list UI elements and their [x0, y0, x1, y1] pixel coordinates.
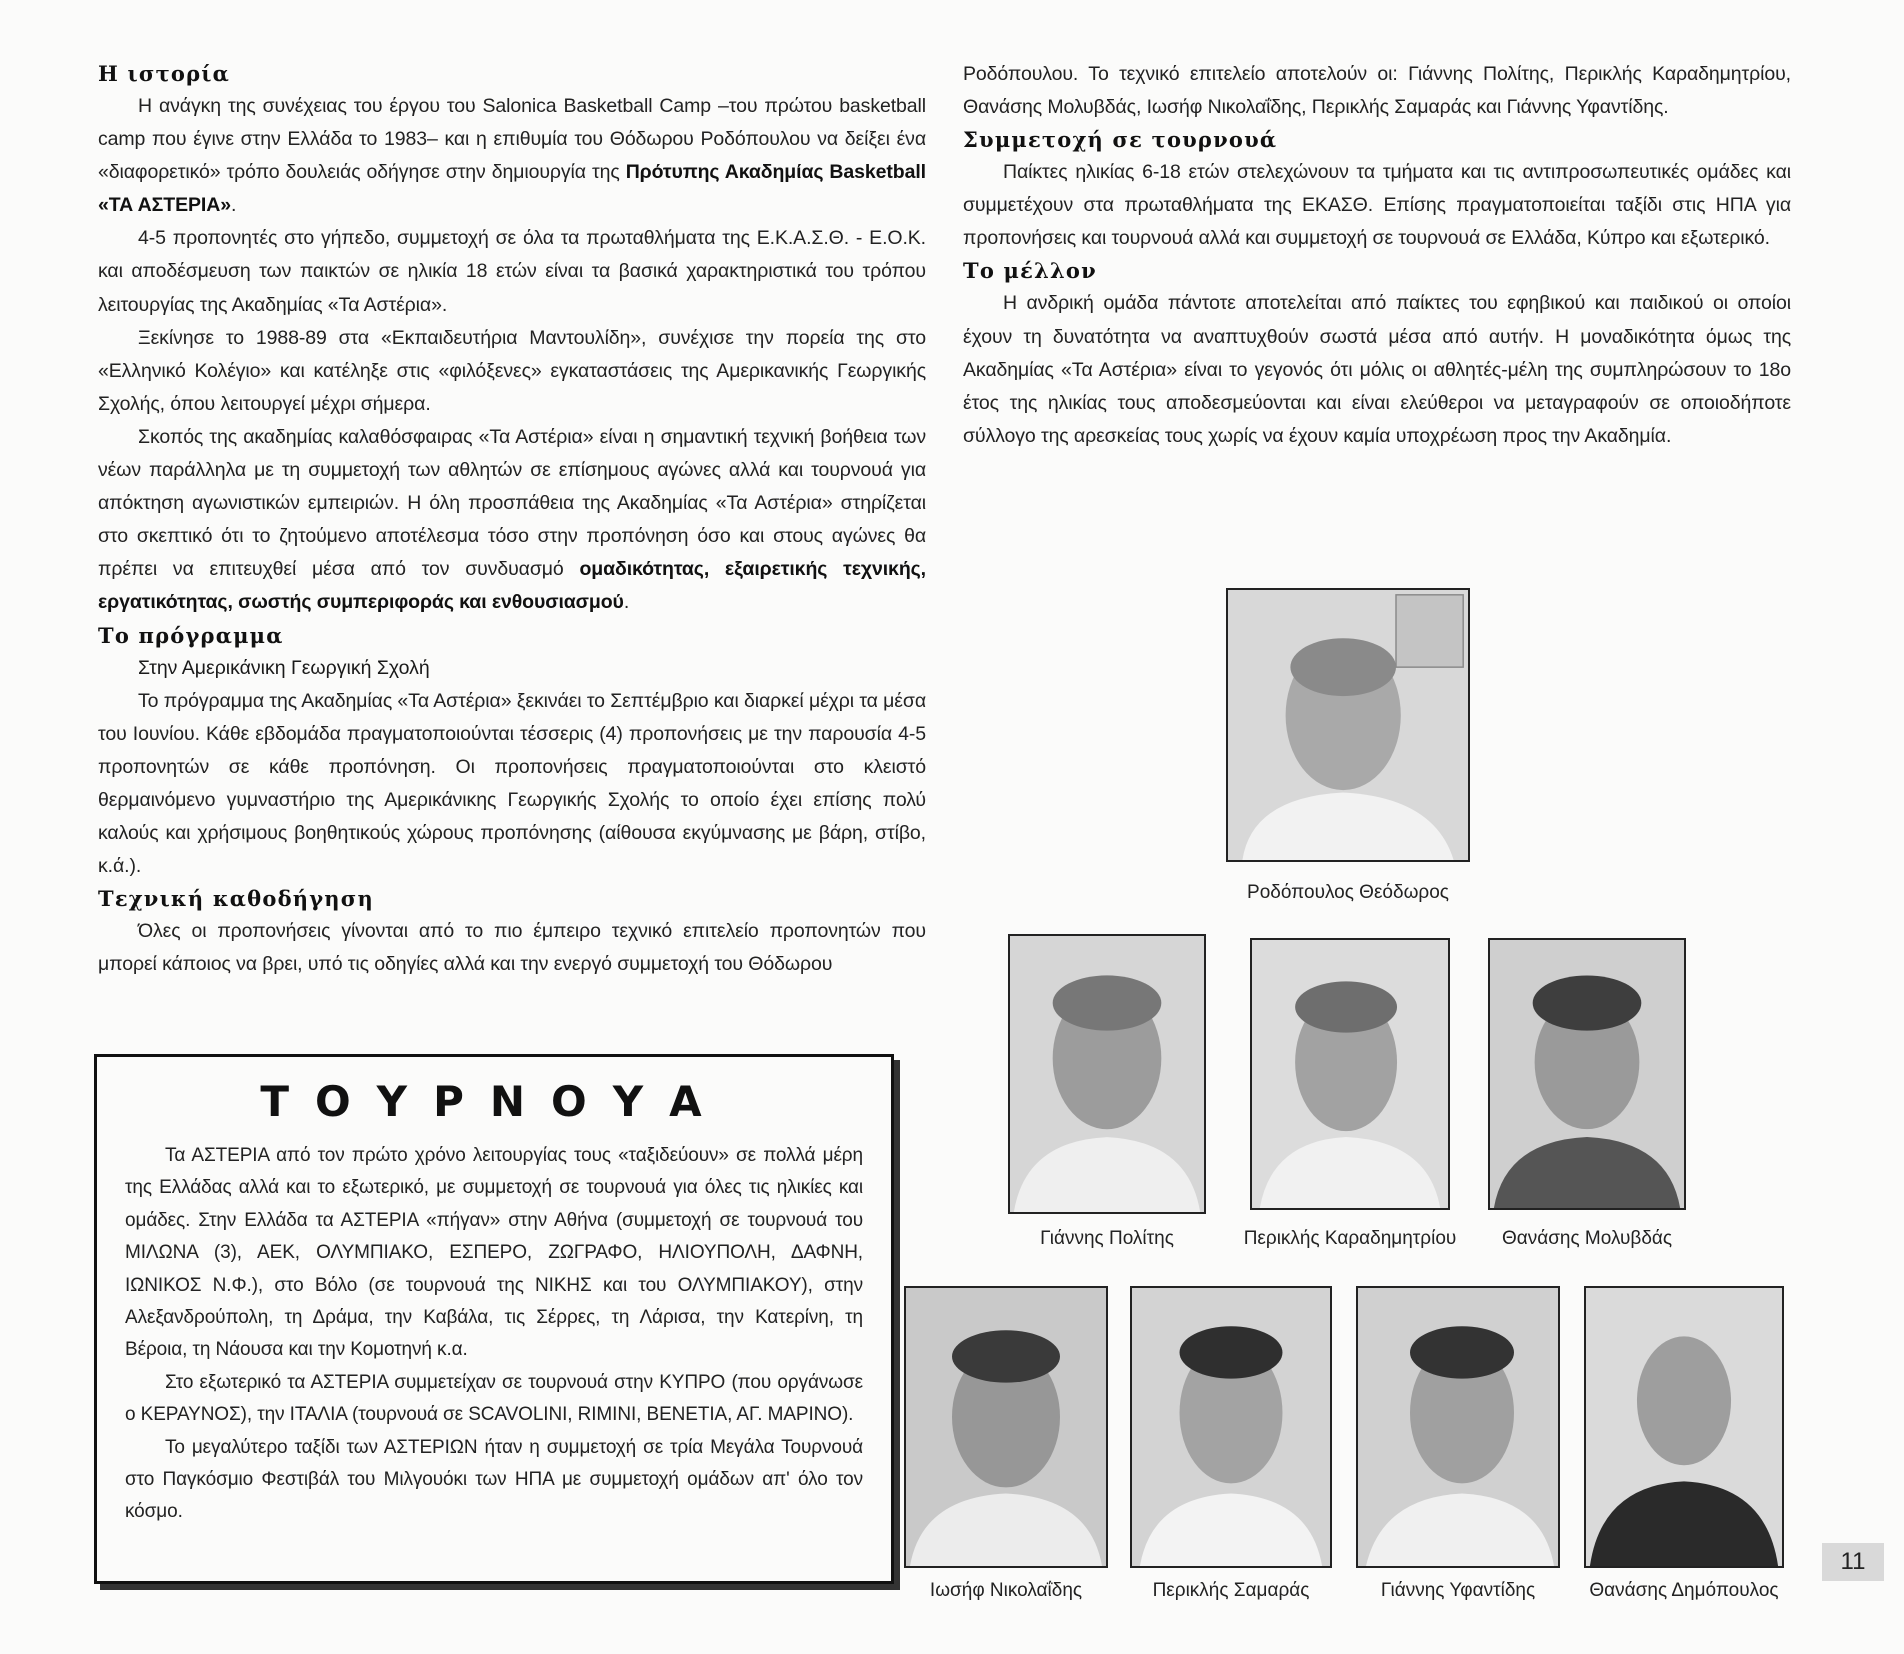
- program-paragraph: Το πρόγραμμα της Ακαδημίας «Τα Αστέρια» ξεκινάει το Σεπτέμβριο και διαρκεί μέχρι τα μέσα του Ιουνίου. Κάθε εβδομάδα πραγματοποιούνται τέσσερις (4) προπονήσεις με την παρουσία 4-5 προπονητών σε κάθε προπόνηση. Οι προπονήσεις πραγματοποιούνται στο κλειστό θερμαινόμενο γυμναστήριο της Αμερικάνικης Γεωργικής Σχολής το οποίο έχει επίσης πολύ καλούς και χρήσιμους βοηθητικούς χώρους προπόνησης (αίθουσα εκγύμνασης με βάρη, στίβο, κ.ά.).: [98, 689, 927, 877]
- coaching-paragraph: Όλες οι προπονήσεις γίνονται από το πιο έμπειρο τεχνικό επιτελείο προπονητών που μπορεί κάποιος να βρει, υπό τις οδηγίες αλλά και την ενεργό συμμετοχή του Θόδωρου: [98, 920, 926, 976]
- history-heading: Η ιστορία: [98, 61, 231, 86]
- portrait-icon: [1358, 1288, 1558, 1566]
- academy-name: Πρότυπης Ακαδημίας Basketball «ΤΑ ΑΣΤΕΡΙΑ»: [98, 161, 926, 217]
- values-bold: ομαδικότητας, εξαιρετικής τεχνικής, εργατικότητας, σωστής συμπεριφοράς και ενθουσιασμού: [98, 558, 926, 614]
- program-heading: Το πρόγραμμα: [98, 622, 284, 648]
- portrait-icon: [906, 1288, 1106, 1566]
- box-paragraph: Το μεγαλύτερο ταξίδι των ΑΣΤΕΡΙΩΝ ήταν η συμμετοχή σε τρία Μεγάλα Τουρνουά στο Παγκόσμιο Φεστιβάλ του Μιλγουόκι των ΗΠΑ με συμμετοχή ομάδων απ' όλο τον κόσμο.: [125, 1436, 863, 1523]
- history-paragraph: [98, 421, 926, 620]
- photo-politis: [1008, 934, 1206, 1214]
- portrait-icon: [1586, 1288, 1782, 1566]
- portrait-icon: [1132, 1288, 1330, 1566]
- photo-samaras: [1130, 1286, 1332, 1568]
- caption-nikolaidis: Ιωσήφ Νικολαΐδης: [929, 1580, 1083, 1601]
- tournaments-box: [94, 1054, 894, 1584]
- caption-karadimitriou: Περικλής Καραδημητρίου: [1243, 1228, 1457, 1249]
- portrait-icon: [1252, 940, 1448, 1208]
- period: .: [623, 591, 630, 614]
- photo-dimopoulos: [1584, 1286, 1784, 1568]
- photo-nikolaidis: [904, 1286, 1108, 1568]
- tournaments-heading: Συμμετοχή σε τουρνουά: [963, 127, 1278, 153]
- portrait-icon: [1228, 590, 1468, 860]
- photo-molyvdas: [1488, 938, 1686, 1210]
- coaching-continuation: Ροδόπουλου. Το τεχνικό επιτελείο αποτελούν οι: Γιάννης Πολίτης, Περικλής Καραδημητρίου, Θανάσης Μολυβδάς, Ιωσήφ Νικολαΐδης, Περικλής Σαμαράς και Γιάννης Υφαντίδης.: [963, 63, 1791, 119]
- program-subheading: Στην Αμερικάνικη Γεωργική Σχολή: [138, 656, 430, 679]
- history-text: Σκοπός της ακαδημίας καλαθόσφαιρας «Τα Αστέρια» είναι η σημαντική τεχνική βοήθεια των νέων παράλληλα με τη συμμετοχή των αθλητών σε επίσημους αγώνες αλλά και τουρνουά για απόκτηση αγωνιστικών εμπειριών. Η όλη προσπάθεια της Ακαδημίας «Τα Αστέρια» στηρίζεται στο σκεπτικό ότι το ζητούμενο αποτέλεσμα τόσο στην προπόνηση όσο και στους αγώνες θα πρέπει να επιτευχθεί μέσα από τον συνδυασμό: [98, 425, 926, 581]
- portrait-icon: [1490, 940, 1684, 1208]
- portrait-icon: [1010, 936, 1204, 1212]
- caption-dimopoulos: Θανάσης Δημόπουλος: [1589, 1580, 1779, 1601]
- photo-yfantidis: [1356, 1286, 1560, 1568]
- history-paragraph: 4-5 προπονητές στο γήπεδο, συμμετοχή σε όλα τα πρωταθλήματα της Ε.Κ.Α.Σ.Θ. - Ε.Ο.Κ. και αποδέσμευση των παικτών σε ηλικία 18 ετών είναι τα βασικά χαρακτηριστικά του τρόπου λειτουργίας της Ακαδημίας «Τα Αστέρια».: [98, 227, 926, 316]
- caption-molyvdas: Θανάσης Μολυβδάς: [1501, 1228, 1673, 1249]
- period: .: [230, 194, 237, 217]
- right-column: [963, 58, 1791, 453]
- box-paragraph: Τα ΑΣΤΕΡΙΑ από τον πρώτο χρόνο λειτουργίας τους «ταξιδεύουν» σε πολλά μέρη της Ελλάδας αλλά και το εξωτερικό, με συμμετοχή σε τουρνουά για όλες τις ηλικίες και ομάδες. Στην Ελλάδα τα ΑΣΤΕΡΙΑ «πήγαν» στην Αθήνα (συμμετοχή σε τουρνουά του ΜΙΛΩΝΑ (3), ΑΕΚ, ΟΛΥΜΠΙΑΚΟ, ΕΣΠΕΡΟ, ΖΩΓΡΑΦΟ, ΗΛΙΟΥΠΟΛΗ, ΔΑΦΝΗ, ΙΩΝΙΚΟΣ Ν.Φ.), στο Βόλο (σε τουρνουά της ΝΙΚΗΣ και του ΟΛΥΜΠΙΑΚΟΥ), στην Αλεξανδρούπολη, τη Δράμα, την Καβάλα, τις Σέρρες, τη Λάρισα, την Κατερίνη, τη Βέροια, τη Νάουσα και την Κομοτηνή κ.α.: [125, 1145, 863, 1361]
- page-number: 11: [1822, 1543, 1884, 1581]
- box-title: ΤΟΥΡΝΟΥΑ: [260, 1077, 728, 1126]
- future-heading: Το μέλλον: [963, 258, 1097, 284]
- box-paragraph: Στο εξωτερικό τα ΑΣΤΕΡΙΑ συμμετείχαν σε τουρνουά στην ΚΥΠΡΟ (που οργάνωσε ο ΚΕΡΑΥΝΟΣ), την ΙΤΑΛΙΑ (τουρνουά σε SCAVOLINI, RIMINI, ΒΕΝΕΤΙΑ, ΑΓ. ΜΑΡΙΝΟ).: [125, 1371, 863, 1426]
- caption-yfantidis: Γιάννης Υφαντίδης: [1380, 1580, 1536, 1601]
- caption-politis: Γιάννης Πολίτης: [1040, 1228, 1174, 1249]
- left-column: [98, 58, 926, 981]
- caption-rodopoulos: Ροδόπουλος Θεόδωρος: [1247, 882, 1449, 903]
- photo-karadimitriou: [1250, 938, 1450, 1210]
- history-text: Η ανάγκη της συνέχειας του έργου του Salonica Basketball Camp –του πρώτου basketball camp που έγινε στην Ελλάδα το 1983– και η επιθυμία του Θόδωρου Ροδόπουλου να δείξει ένα «διαφορετικό» τρόπο δουλειάς οδήγησε στην δημιουργία της: [98, 95, 926, 184]
- tournaments-paragraph: Παίκτες ηλικίας 6-18 ετών στελεχώνουν τα τμήματα και τις αντιπροσωπευτικές ομάδες και συμμετέχουν στα πρωταθλήματα της ΕΚΑΣΘ. Επίσης πραγματοποιείται ταξίδι στις ΗΠΑ για προπονήσεις και τουρνουά αλλά και συμμετοχή σε τουρνουά σε Ελλάδα, Κύπρο και εξωτερικό.: [963, 161, 1791, 250]
- future-paragraph: Η ανδρική ομάδα πάντοτε αποτελείται από παίκτες του εφηβικού και παιδικού οι οποίοι έχουν τη δυνατότητα να αναπτυχθούν σωστά μέσα από αυτήν. Η μοναδικότητα όμως της Ακαδημίας «Τα Αστέρια» είναι το γεγονός ότι μόλις οι αθλητές-μέλη της συμπληρώσουν το 18ο έτος της ηλικίας τους αποδεσμεύονται και είναι ελεύθεροι να μεταγραφούν σε οποιοδήποτε σύλλογο της αρεσκείας τους χωρίς να έχουν καμία υποχρέωση προς την Ακαδημία.: [963, 292, 1791, 447]
- caption-samaras: Περικλής Σαμαράς: [1152, 1580, 1310, 1601]
- coaching-heading: Τεχνική καθοδήγηση: [98, 886, 374, 912]
- history-paragraph: Ξεκίνησε το 1988-89 στα «Εκπαιδευτήρια Μαντουλίδη», συνέχισε την πορεία της στο «Ελληνικό Κολέγιο» και κατέληξε στις «φιλόξενες» εγκαταστάσεις της Αμερικανικής Γεωργικής Σχολής, όπου λειτουργεί μέχρι σήμερα.: [98, 326, 926, 415]
- photo-rodopoulos: [1226, 588, 1470, 862]
- history-paragraph: [98, 90, 926, 222]
